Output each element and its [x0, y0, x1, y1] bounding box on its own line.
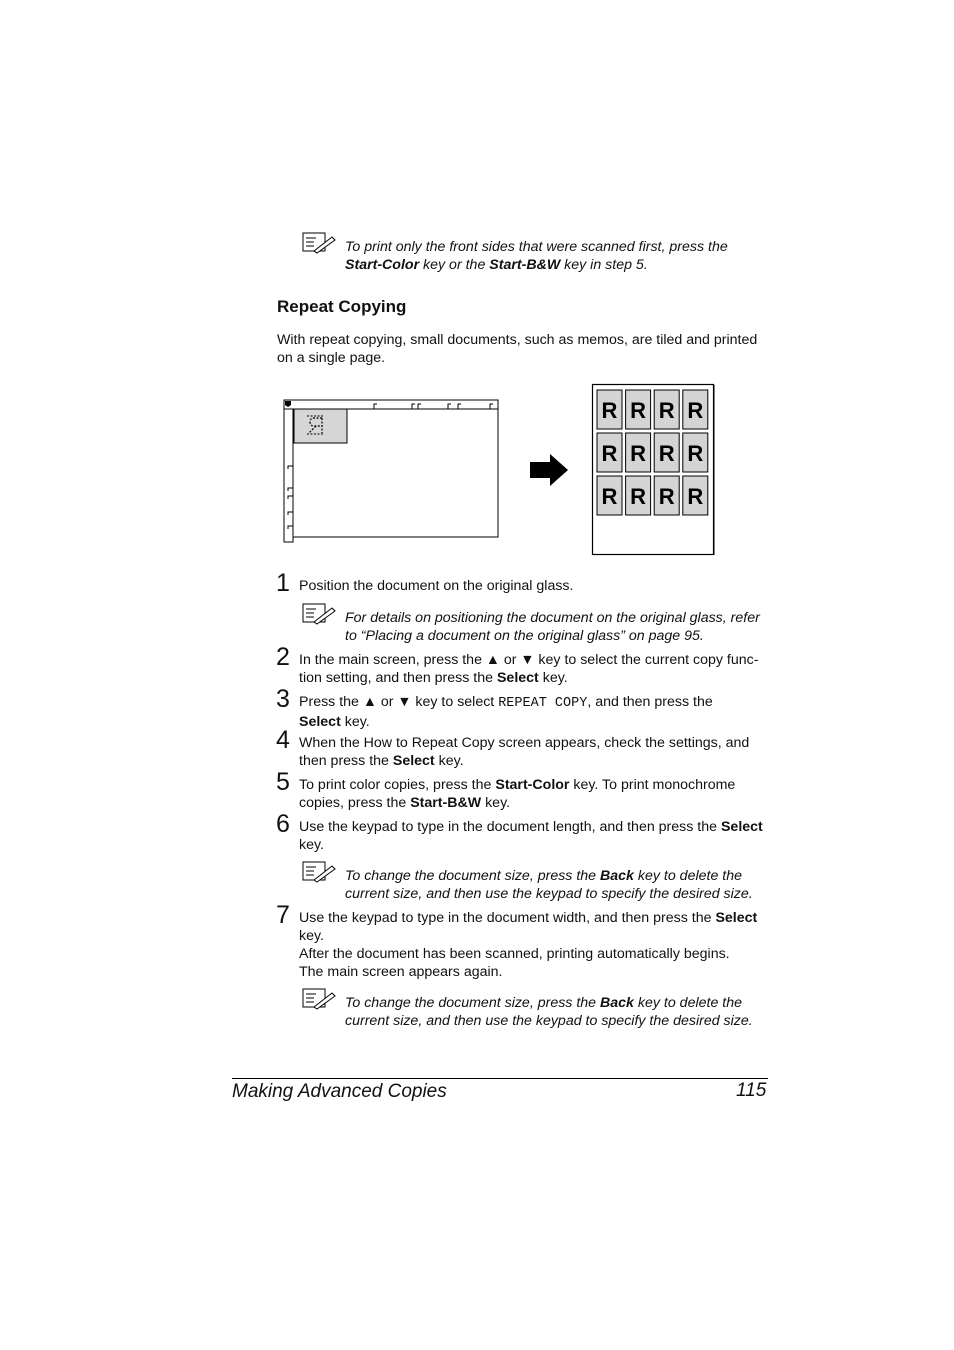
tile-letter: R [601, 398, 618, 423]
step-1-text: Position the document on the original glass. [299, 578, 574, 594]
repeat-output-page [590, 382, 718, 558]
footer-chapter-title: Making Advanced Copies [232, 1081, 447, 1102]
step-number: 5 [276, 768, 290, 796]
step-number: 7 [276, 901, 290, 929]
tile-letter: R [658, 398, 675, 423]
tile-letter: R [630, 398, 647, 423]
intro-paragraph: With repeat copying, small documents, such as memos, are tiled and printed on a single page. [277, 332, 758, 366]
note-pencil-icon [302, 860, 336, 884]
note-change-size-2: To change the document size, press the Back key to delete the current size, and then use the keypad to specify the desired size. [345, 995, 753, 1029]
step-number: 6 [276, 810, 290, 838]
step-number: 4 [276, 726, 290, 754]
step-3-text: Press the ▲ or ▼ key to select REPEAT COPY, and then press the Select key. [299, 694, 713, 730]
section-title: Repeat Copying [277, 297, 407, 316]
tile-letter: R [687, 398, 704, 423]
tile-letter: R [687, 484, 704, 509]
step-number: 2 [276, 643, 290, 671]
original-glass-diagram [280, 396, 502, 546]
tile-letter: R [630, 441, 647, 466]
step-6-text: Use the keypad to type in the document length, and then press the Select key. [299, 819, 763, 853]
step-number: 1 [276, 569, 290, 597]
note-pencil-icon [302, 987, 336, 1011]
footer-rule [232, 1078, 768, 1079]
step-5-text: To print color copies, press the Start-Color key. To print monochrome copies, press the Start-B&W key. [299, 777, 736, 811]
tile-letter: R [658, 484, 675, 509]
note-change-size-1: To change the document size, press the Back key to delete the current size, and then use the keypad to specify the desired size. [345, 868, 753, 902]
note-front-sides: To print only the front sides that were scanned first, press the Start-Color key or the Start-B&W key in step 5. [345, 239, 728, 273]
step-number: 3 [276, 685, 290, 713]
note-pencil-icon [302, 602, 336, 626]
tile-letter: R [687, 441, 704, 466]
tile-letter: R [658, 441, 675, 466]
step-4-text: When the How to Repeat Copy screen appears, check the settings, and then press the Select key. [299, 735, 750, 769]
note-positioning: For details on positioning the document on the original glass, refer to “Placing a document on the original glass” on page 95. [345, 610, 760, 644]
tile-letter: R [601, 484, 618, 509]
note-pencil-icon [302, 231, 336, 255]
step-2-text: In the main screen, press the ▲ or ▼ key to select the current copy func- tion setting, and then press the Select key. [299, 652, 759, 686]
page-number: 115 [736, 1080, 767, 1101]
right-arrow-icon [528, 452, 570, 488]
tile-letter: R [630, 484, 647, 509]
step-7-text: Use the keypad to type in the document width, and then press the Select key. After the document has been scanned, printing automatically begins. The main screen appears again. [299, 910, 758, 980]
tile-letter: R [601, 441, 618, 466]
